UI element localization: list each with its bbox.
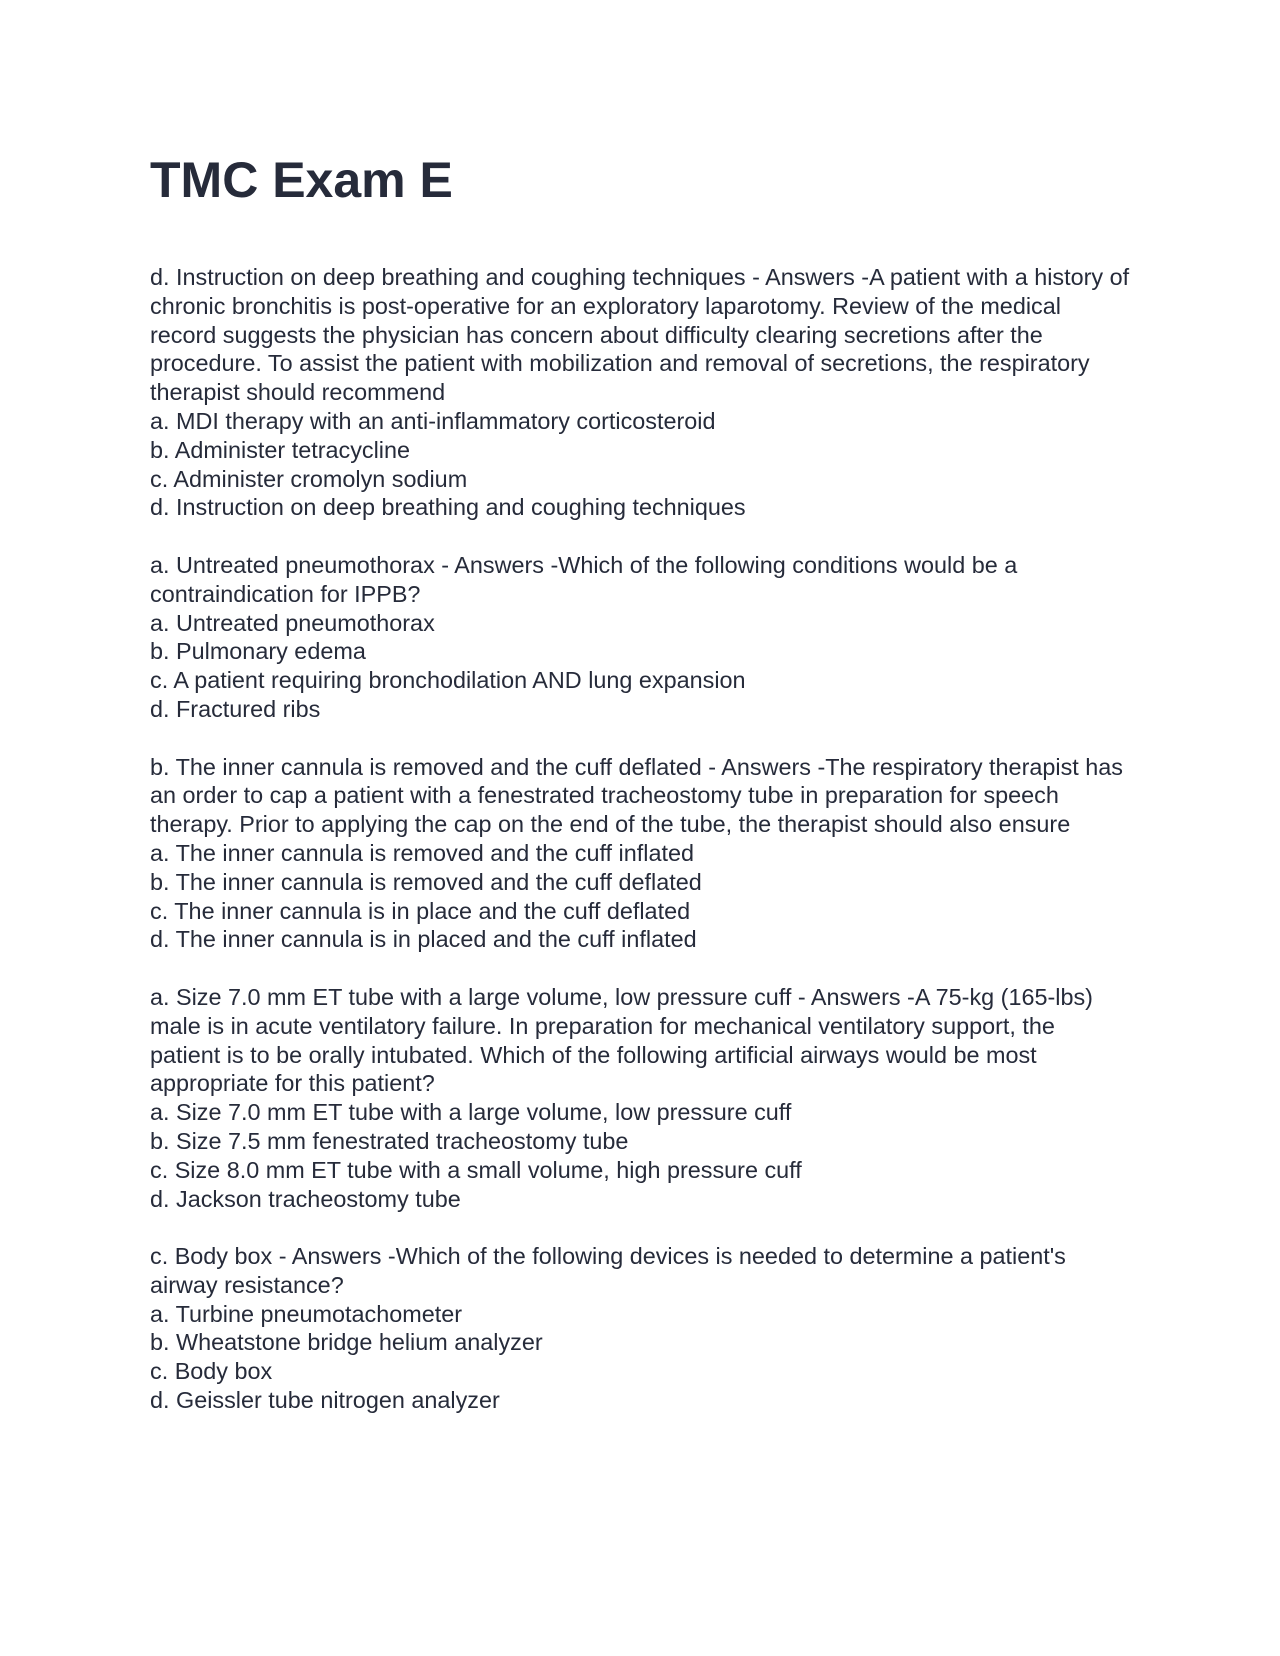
option-item: c. Administer cromolyn sodium <box>150 465 468 492</box>
question-block <box>150 753 1130 955</box>
option-item: b. Wheatstone bridge helium analyzer <box>150 1329 543 1356</box>
option-list <box>150 609 1130 724</box>
question-text: a. Size 7.0 mm ET tube with a large volume, low pressure cuff - Answers -A 75-kg (165-lbs) male is in acute ventilatory failure. In preparation for mechanical ventilatory support, the patient is to be orally intubated. Which of the following artificial airways would be most appropriate for this patient? <box>150 983 1093 1097</box>
page-title: TMC Exam E <box>150 152 453 208</box>
option-item: c. A patient requiring bronchodilation AND lung expansion <box>150 667 746 694</box>
option-item: b. Size 7.5 mm fenestrated tracheostomy tube <box>150 1127 629 1154</box>
question-block <box>150 551 1130 724</box>
option-item: c. The inner cannula is in place and the cuff deflated <box>150 897 691 924</box>
option-item: a. MDI therapy with an anti-inflammatory corticosteroid <box>150 407 716 434</box>
option-item: d. The inner cannula is in placed and the cuff inflated <box>150 926 697 953</box>
option-list <box>150 839 1130 954</box>
question-block <box>150 263 1130 522</box>
option-item: a. The inner cannula is removed and the cuff inflated <box>150 839 694 866</box>
option-item: d. Instruction on deep breathing and coughing techniques <box>150 494 746 521</box>
option-item: c. Size 8.0 mm ET tube with a small volume, high pressure cuff <box>150 1156 802 1183</box>
question-list <box>150 263 1130 1415</box>
option-item: b. Administer tetracycline <box>150 436 411 463</box>
question-block <box>150 1242 1130 1415</box>
option-item: d. Jackson tracheostomy tube <box>150 1185 461 1212</box>
question-text: c. Body box - Answers -Which of the following devices is needed to determine a patient's airway resistance? <box>150 1243 1066 1298</box>
question-text: a. Untreated pneumothorax - Answers -Which of the following conditions would be a contraindication for IPPB? <box>150 551 1018 607</box>
option-list <box>150 1098 1130 1213</box>
question-text: d. Instruction on deep breathing and coughing techniques - Answers -A patient with a history of chronic bronchitis is post-operative for an exploratory laparotomy. Review of the medical record suggests the physician has concern about difficulty clearing secretions after the procedure. To assist the patient with mobilization and removal of secretions, the respiratory therapist should recommend <box>150 264 1130 406</box>
option-item: b. The inner cannula is removed and the cuff deflated <box>150 868 702 895</box>
option-item: d. Geissler tube nitrogen analyzer <box>150 1387 500 1414</box>
option-item: c. Body box <box>150 1358 273 1385</box>
question-text: b. The inner cannula is removed and the cuff deflated - Answers -The respiratory therapist has an order to cap a patient with a fenestrated tracheostomy tube in preparation for speech therapy. Prior to applying the cap on the end of the tube, the therapist should also ensure <box>150 753 1123 838</box>
option-item: b. Pulmonary edema <box>150 638 366 665</box>
document-page <box>150 145 1130 1444</box>
option-item: d. Fractured ribs <box>150 695 321 722</box>
option-item: a. Size 7.0 mm ET tube with a large volume, low pressure cuff <box>150 1099 792 1126</box>
option-item: a. Turbine pneumotachometer <box>150 1300 463 1327</box>
option-list <box>150 1300 1130 1415</box>
question-block <box>150 983 1130 1213</box>
option-list <box>150 407 1130 522</box>
option-item: a. Untreated pneumothorax <box>150 609 435 636</box>
